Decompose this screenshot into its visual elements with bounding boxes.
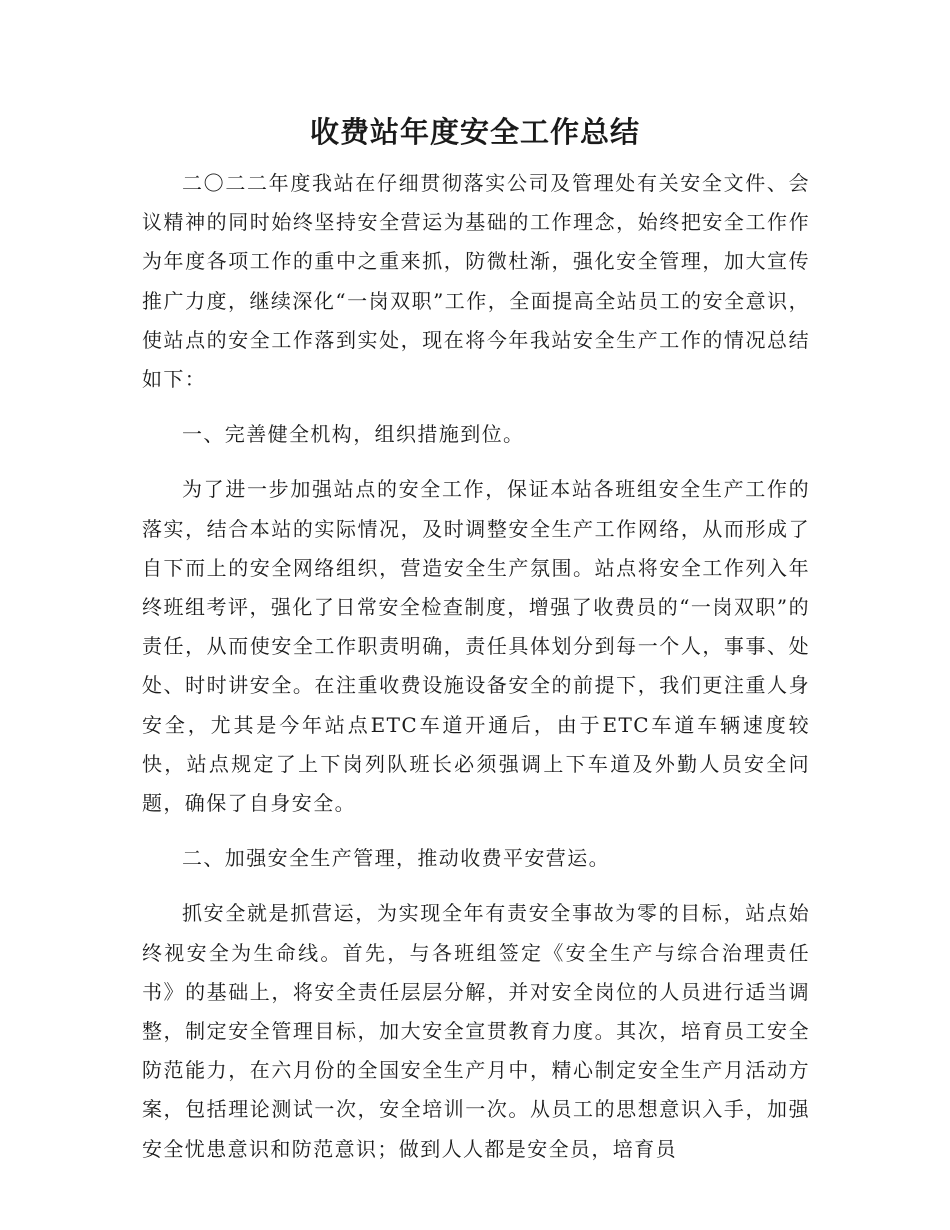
- intro-paragraph: 二〇二二年度我站在仔细贯彻落实公司及管理处有关安全文件、会议精神的同时始终坚持安全营运为基础的工作理念，始终把安全工作作为年度各项工作的重中之重来抓，防微杜渐，强化安全管理，加大宣传推广力度，继续深化“一岗双职”工作，全面提高全站员工的安全意识，使站点的安全工作落到实处，现在将今年我站安全生产工作的情况总结如下：: [142, 171, 810, 392]
- section-heading-2: 二、加强安全生产管理，推动收费平安营运。: [182, 846, 610, 871]
- document-title: 收费站年度安全工作总结: [309, 115, 640, 149]
- section-heading-1: 一、完善健全机构，组织措施到位。: [182, 422, 525, 447]
- section-2-paragraph: 抓安全就是抓营运，为实现全年有责安全事故为零的目标，站点始终视安全为生命线。首先，与各班组签定《安全生产与综合治理责任书》的基础上，将安全责任层层分解，并对安全岗位的人员进行适当调整，制定安全管理目标，加大安全宣贯教育力度。其次，培育员工安全防范能力，在六月份的全国安全生产月中，精心制定安全生产月活动方案，包括理论测试一次，安全培训一次。从员工的思想意识入手，加强安全忧患意识和防范意识；做到人人都是安全员，培育员: [142, 901, 810, 1161]
- document-body: [142, 164, 810, 1169]
- section-1-paragraph: 为了进一步加强站点的安全工作，保证本站各班组安全生产工作的落实，结合本站的实际情况，及时调整安全生产工作网络，从而形成了自下而上的安全网络组织，营造安全生产氛围。站点将安全工作列入年终班组考评，强化了日常安全检查制度，增强了收费员的“一岗双职”的责任，从而使安全工作职责明确，责任具体划分到每一个人，事事、处处、时时讲安全。在注重收费设施设备安全的前提下，我们更注重人身安全，尤其是今年站点ETC车道开通后，由于ETC车道车辆速度较快，站点规定了上下岗列队班长必须强调上下车道及外勤人员安全问题，确保了自身安全。: [142, 477, 810, 816]
